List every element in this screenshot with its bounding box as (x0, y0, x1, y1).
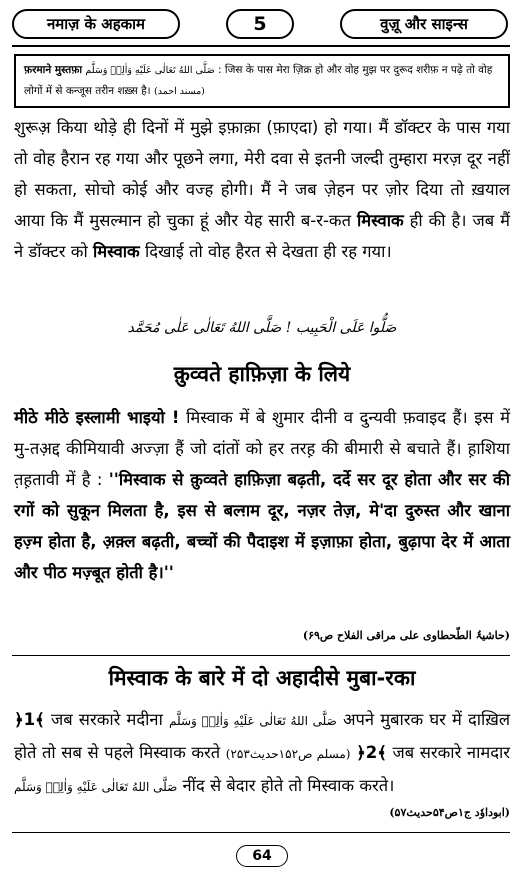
heading-two-hadiths: मिस्वाक के बारे में दो अहादीसे मुबा-रका (108, 666, 416, 690)
para-3-text-a: जब सरकारे मदीना (50, 710, 163, 729)
reference-2: (ابوداوٗد ج۱ص۵۴حدیث۵۷) (389, 806, 510, 819)
paragraph-2 (14, 402, 510, 588)
para-1-text-b: ही की है। जब मैं ने डॉक्टर को (14, 211, 510, 261)
para-2-text: मिस्वाक में बे शुमार दीनी व दुन्यवी फ़वाइद हैं। इस में मु-तअ़द्द कीमियावी अज्ज़ा हैं जो दांतों को हर तरह़ की बीमारी से बचाते हैं। ह़ाशिया त़ह़तावी में है : (14, 408, 510, 489)
quote-arabic-salutation: صَلَّى اللهُ تَعَالٰى عَلَيْهِ وَاٰلِهٖ وَسَلَّم (85, 65, 215, 76)
para-1-bold-miswak-b: मिस्वाक (93, 242, 140, 261)
para-3-text-b: अपने मुबारक घर में दाख़िल होते तो सब से पहले मिस्वाक करते (14, 710, 511, 762)
paragraph-3 (14, 704, 510, 803)
para-3-citation: (مسلم ص۱۵۲حدیث۲۵۳) (225, 747, 351, 761)
para-1-text-a: शुरूअ़ किया थोड़े ही दिनों में मुझे इफ़ाक़ा (फ़ाएदा) हो गया। मैं डॉक्टर के पास गया तो वोह हैरान रह गया और पूछने लगा, मेरी दवा से इतनी जल्दी तुम्हारा मरज़ दूर नहीं हो सकता, सोचो कोई और वज्ह होगी। मैं ने जब ज़ेहन पर ज़ोर दिया तो ख़याल आया कि मैं मुसल्मान हो चुका हूं और येह सारी ब-र-कत (14, 118, 510, 230)
para-1-text-c: दिखाई तो वोह हैरत से देखता ही रह गया। (144, 242, 392, 261)
header-page-number: 5 (226, 9, 294, 39)
hadith-number-1: ﴿1﴾ (14, 710, 45, 729)
salawat-line: صَلُّوا عَلَى الْحَبِيب ! صَلَّى اللهُ تَعَالٰى عَلٰى مُحَمَّد (127, 320, 397, 336)
hadith-number-2: ﴿2﴾ (356, 743, 387, 762)
para-2-lead: मीठे मीठे इस्लामी भाइयो ! (14, 408, 180, 427)
para-3-text-d: नींद से बेदार होते तो मिस्वाक करते। (182, 776, 395, 795)
para-3-text-c: जब सरकारे नामदार (392, 743, 510, 762)
para-3-arabic-salutation-2: صَلَّى اللهُ تَعَالٰى عَلَيْهِ وَاٰلِهٖ وَسَلَّم (14, 780, 178, 794)
hadith-quote-box (14, 54, 510, 108)
paragraph-1 (14, 112, 510, 267)
header-chapter-title: वुज़ू और साइन्स (340, 9, 508, 39)
para-3-arabic-salutation-1: صَلَّى اللهُ تَعَالٰى عَلَيْهِ وَاٰلِهٖ وَسَلَّم (169, 714, 337, 728)
footer-divider (12, 832, 510, 833)
header-book-title: नमाज़ के अहकाम (12, 9, 180, 39)
heading-memory-power: क़ुव्वते हाफ़िज़ा के लिये (173, 362, 351, 386)
para-1-bold-miswak-a: मिस्वाक (356, 211, 404, 230)
reference-1: (حاشیۃُ الطّحطاوی علی مراقی الفلاح ص۶۹) (302, 629, 510, 642)
para-2-quote: ''मिस्वाक से क़ुव्वते हाफ़िज़ा बढ़ती, दर्दे सर दूर होता और सर की रगों को सुकून मिलता है, इस से बल्ग़म दूर, नज़र तेज़, मे'दा दुरुस्त और खाना हज़्म होता है, अ़क़्ल बढ़ती, बच्चों की पैदाइश में इज़ाफ़ा होता, बुढ़ापा देर में आता और पीठ मज़्बूत होती है।'' (14, 470, 510, 582)
quote-source: (مسند احمد) (154, 86, 205, 97)
quote-text: : जिस के पास मेरा ज़िक्र हो और वोह मुझ पर दुरूद शरीफ़ न पढ़े तो वोह लोगों में से कन्जूस तरीन शख़्स है। (24, 64, 493, 97)
quote-label: फ़रमाने मुस्तफ़ा (24, 64, 83, 76)
section-divider (12, 655, 510, 656)
footer-page-number: 64 (236, 845, 288, 867)
header-divider (12, 45, 510, 47)
